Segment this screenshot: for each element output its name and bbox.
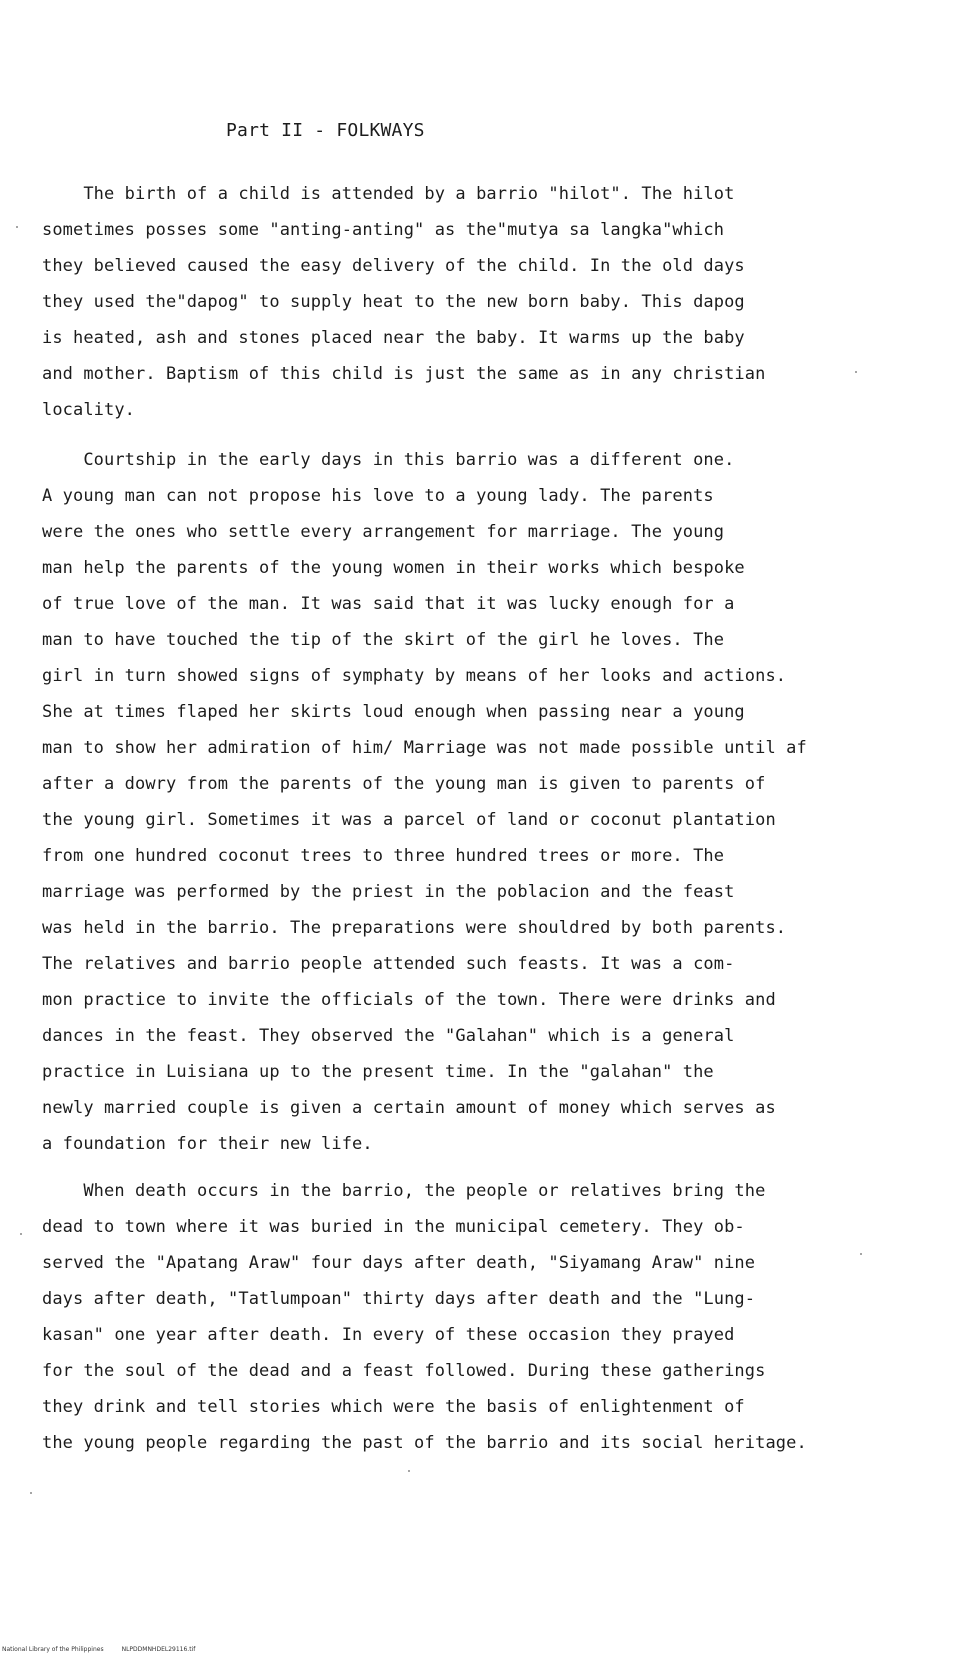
text-line: the young people regarding the past of the barrio and its social heritage. xyxy=(42,1433,807,1453)
text-line: girl in turn showed signs of symphaty by means of her looks and actions. xyxy=(42,666,787,686)
text-line: kasan" one year after death. In every of these occasion they prayed xyxy=(42,1325,735,1345)
text-line: a foundation for their new life. xyxy=(42,1134,373,1154)
text-line: man to have touched the tip of the skirt of the girl he loves. The xyxy=(42,630,725,650)
text-line: mon practice to invite the officials of the town. There were drinks and xyxy=(42,990,776,1010)
text-line: man help the parents of the young women in their works which bespoke xyxy=(42,558,745,578)
text-line: A young man can not propose his love to a young lady. The parents xyxy=(42,486,714,506)
text-line: of true love of the man. It was said that it was lucky enough for a xyxy=(42,594,735,614)
text-line: were the ones who settle every arrangement for marriage. The young xyxy=(42,522,725,542)
text-line: they used the"dapog" to supply heat to the new born baby. This dapog xyxy=(42,292,745,312)
scan-speck xyxy=(30,1492,32,1494)
text-line: served the "Apatang Araw" four days after death, "Siyamang Araw" nine xyxy=(42,1253,756,1273)
text-line: man to show her admiration of him/ Marriage was not made possible until af xyxy=(42,738,807,758)
text-line: marriage was performed by the priest in the poblacion and the feast xyxy=(42,882,735,902)
scan-speck xyxy=(408,1470,410,1472)
text-line: is heated, ash and stones placed near the baby. It warms up the baby xyxy=(42,328,745,348)
text-line: the young girl. Sometimes it was a parcel of land or coconut plantation xyxy=(42,810,776,830)
paragraph-death xyxy=(42,1173,942,1461)
text-line: dead to town where it was buried in the municipal cemetery. They ob- xyxy=(42,1217,745,1237)
paragraph-birth xyxy=(42,176,942,428)
scan-speck xyxy=(16,226,18,228)
text-line: from one hundred coconut trees to three hundred trees or more. The xyxy=(42,846,725,866)
text-line: was held in the barrio. The preparations were shouldred by both parents. xyxy=(42,918,787,938)
text-line: for the soul of the dead and a feast followed. During these gatherings xyxy=(42,1361,766,1381)
paragraph-courtship xyxy=(42,442,942,1162)
text-line: practice in Luisiana up to the present time. In the "galahan" the xyxy=(42,1062,714,1082)
scan-footer xyxy=(2,1646,195,1654)
scan-speck xyxy=(20,1233,22,1235)
text-line: they drink and tell stories which were the basis of enlightenment of xyxy=(42,1397,745,1417)
text-line: dances in the feast. They observed the "Galahan" which is a general xyxy=(42,1026,735,1046)
text-line: She at times flaped her skirts loud enough when passing near a young xyxy=(42,702,745,722)
text-line: after a dowry from the parents of the young man is given to parents of xyxy=(42,774,766,794)
page-heading: Part II - FOLKWAYS xyxy=(226,120,425,141)
text-line: sometimes posses some "anting-anting" as the"mutya sa langka"which xyxy=(42,220,725,240)
footer-file-id: NLPDDMNHDEL29116.tif xyxy=(121,1646,196,1653)
scan-speck xyxy=(860,1253,862,1255)
text-line: When death occurs in the barrio, the people or relatives bring the xyxy=(42,1181,766,1201)
text-line: Courtship in the early days in this barrio was a different one. xyxy=(42,450,735,470)
scan-speck xyxy=(855,371,857,373)
footer-library: National Library of the Philippines xyxy=(2,1646,104,1653)
text-line: locality. xyxy=(42,400,136,420)
text-line: days after death, "Tatlumpoan" thirty days after death and the "Lung- xyxy=(42,1289,756,1309)
text-line: and mother. Baptism of this child is just the same as in any christian xyxy=(42,364,766,384)
text-line: they believed caused the easy delivery of the child. In the old days xyxy=(42,256,745,276)
text-line: The relatives and barrio people attended such feasts. It was a com- xyxy=(42,954,735,974)
text-line: The birth of a child is attended by a barrio "hilot". The hilot xyxy=(42,184,735,204)
text-line: newly married couple is given a certain amount of money which serves as xyxy=(42,1098,776,1118)
